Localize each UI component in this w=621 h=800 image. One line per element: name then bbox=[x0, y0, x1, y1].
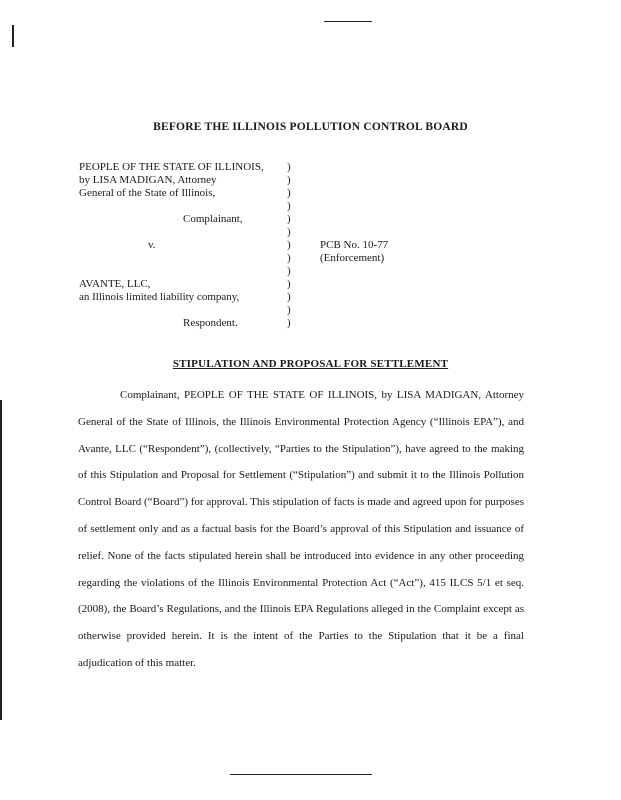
body-paragraph bbox=[78, 382, 524, 677]
paren: ) bbox=[287, 278, 291, 290]
paren: ) bbox=[287, 317, 291, 329]
respondent-role: Respondent. bbox=[183, 317, 238, 329]
complainant-line: General of the State of Illinois, bbox=[79, 187, 216, 199]
scan-artifact-left-top bbox=[12, 25, 14, 47]
case-number: PCB No. 10-77 bbox=[320, 239, 389, 251]
paren: ) bbox=[287, 304, 291, 316]
respondent-line: an Illinois limited liability company, bbox=[79, 291, 240, 303]
section-heading: STIPULATION AND PROPOSAL FOR SETTLEMENT bbox=[172, 358, 449, 370]
respondent-party bbox=[79, 278, 239, 304]
paren: ) bbox=[287, 161, 291, 173]
scan-artifact-top bbox=[324, 21, 372, 22]
paren: ) bbox=[287, 239, 291, 251]
paren: ) bbox=[287, 200, 291, 212]
paren: ) bbox=[287, 252, 291, 264]
scan-artifact-bottom bbox=[230, 774, 372, 775]
complainant-role: Complainant, bbox=[183, 213, 243, 225]
paren: ) bbox=[287, 187, 291, 199]
complainant-line: PEOPLE OF THE STATE OF ILLINOIS, bbox=[79, 161, 264, 173]
respondent-line: AVANTE, LLC, bbox=[79, 278, 151, 290]
paragraph-text: Complainant, PEOPLE OF THE STATE OF ILLINOIS, by LISA MADIGAN, Attorney General of the State of Illinois, the Illinois Environmental Protection Agency (“Illinois EPA”), and Avante, LLC (“Respondent”), (collectively, “Parties to the Stipulation”), have agreed to the making of this Stipulation and Proposal for Settlement (“Stipulation”) and submit it to the Illinois Pollution Control Board (“Board”) for approval. This stipulation of facts is made and agreed upon for purposes of settlement only and as a factual basis for the Board’s approval of this Stipulation and issuance of relief. None of the facts stipulated herein shall be introduced into evidence in any other proceeding regarding the violations of the Illinois Environmental Protection Act (“Act”), 415 ILCS 5/1 et seq. (2008), the Board’s Regulations, and the Illinois EPA Regulations alleged in the Complaint except as otherwise provided herein. It is the intent of the Parties to the Stipulation that it be a final adjudication of this matter. bbox=[78, 389, 524, 669]
versus: v. bbox=[148, 239, 156, 251]
paren: ) bbox=[287, 174, 291, 186]
paren: ) bbox=[287, 291, 291, 303]
board-title: BEFORE THE ILLINOIS POLLUTION CONTROL BOARD bbox=[153, 121, 468, 133]
case-type: (Enforcement) bbox=[320, 252, 385, 264]
complainant-line: by LISA MADIGAN, Attorney bbox=[79, 174, 217, 186]
paren: ) bbox=[287, 226, 291, 238]
complainant-party bbox=[79, 161, 264, 200]
caption-parentheses bbox=[287, 161, 291, 330]
paren: ) bbox=[287, 213, 291, 225]
scan-artifact-left-bottom bbox=[0, 400, 2, 720]
paren: ) bbox=[287, 265, 291, 277]
